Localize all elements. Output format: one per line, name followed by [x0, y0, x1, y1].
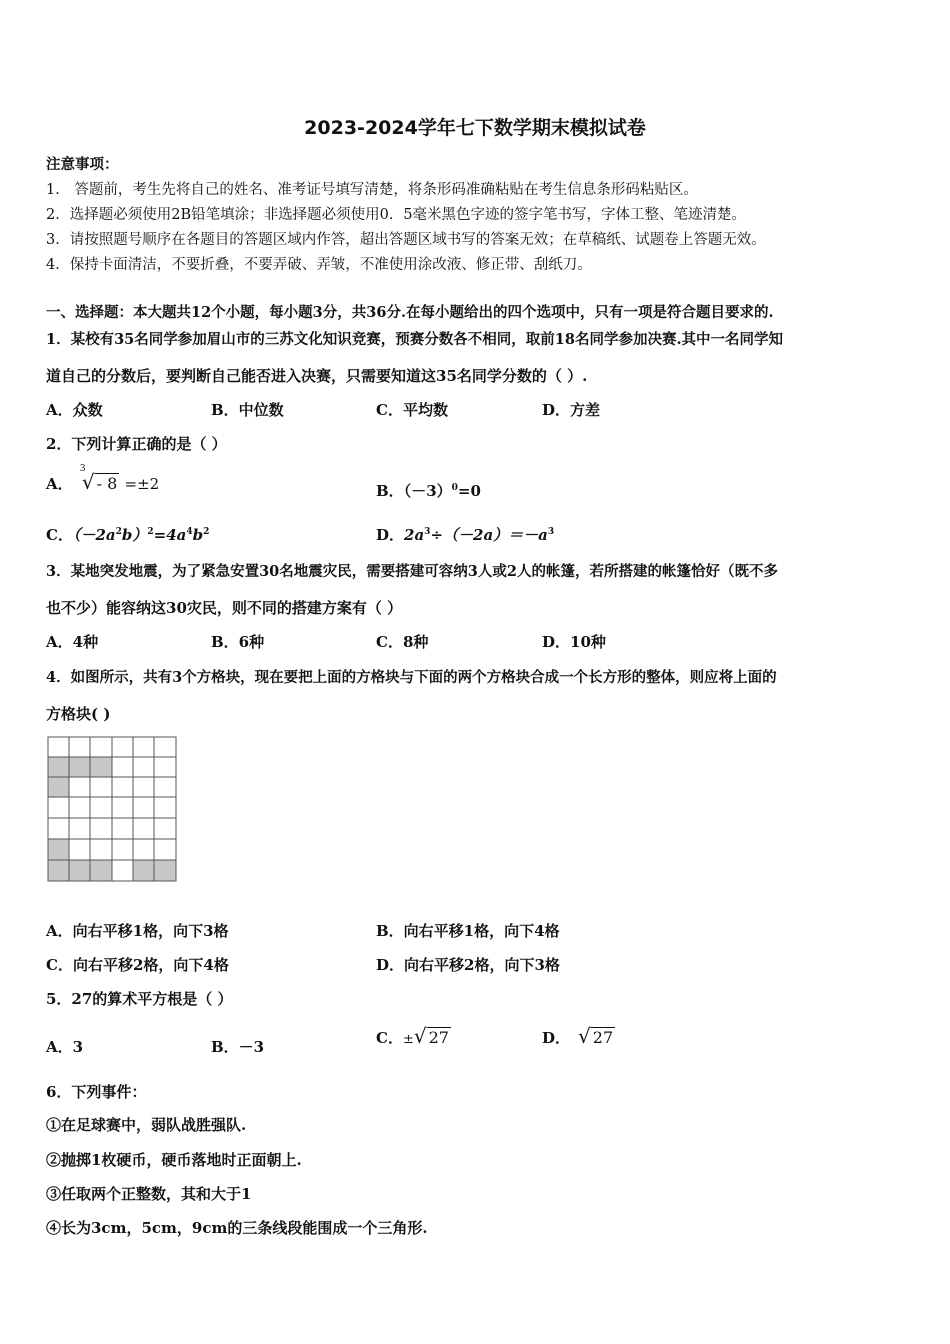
option-label: C．	[376, 1029, 403, 1047]
question-6-stem: 6．下列事件：	[46, 1083, 147, 1101]
exponent: 2	[203, 527, 210, 537]
question-3-line-1: 3．某地突发地震，为了紧急安置30名地震灾民，需要搭建可容纳3人或2人的帐篷，若所搭建的帐篷恰好（既不多	[46, 563, 778, 580]
square-root: √ 27	[578, 1024, 614, 1048]
question-1-line-2: 道自己的分数后，要判断自己能否进入决赛，只需要知道这35名同学分数的（ ）.	[46, 367, 588, 385]
top-block-cell	[48, 757, 112, 777]
notice-item: 1． 答题前，考生先将自己的姓名、准考证号填写清楚，将条形码准确粘贴在考生信息条形码粘贴区。	[46, 182, 698, 198]
question-5-option-c[interactable]	[376, 1024, 451, 1048]
question-2-option-c[interactable]	[46, 524, 209, 545]
option-label: B．	[376, 482, 404, 500]
cube-root: 3 √ - 8	[79, 464, 118, 494]
exponent: 2	[115, 527, 122, 537]
question-3-line-2: 也不少）能容纳这30灾民，则不同的搭建方案有（ ）	[46, 599, 403, 617]
section-heading: 一、选择题：本大题共12个小题，每小题3分，共36分.在每小题给出的四个选项中，只有一项是符合题目要求的.	[46, 304, 774, 321]
question-3-option-c[interactable]: C．8种	[376, 633, 429, 651]
radicand: 27	[592, 1028, 614, 1047]
question-4-line-1: 4．如图所示，共有3个方格块，现在要把上面的方格块与下面的两个方格块合成一个长方形的整体，则应将上面的	[46, 669, 777, 686]
exponent: 3	[547, 527, 555, 537]
expr-part: =4a	[153, 526, 187, 544]
expr-part: b）	[121, 526, 148, 544]
option-label: A．	[46, 475, 73, 493]
question-1-option-c[interactable]: C．平均数	[376, 401, 448, 419]
page-title: 2023-2024学年七下数学期末模拟试卷	[304, 117, 646, 139]
question-2-option-d[interactable]	[376, 524, 554, 545]
option-label: C．	[46, 526, 73, 544]
expr-part: 2a	[404, 526, 425, 544]
question-1-option-b[interactable]: B．中位数	[211, 401, 284, 419]
base: （－3）	[403, 482, 452, 500]
question-4-option-d[interactable]: D．向右平移2格，向下3格	[376, 956, 560, 974]
option-rest: =±2	[124, 475, 160, 493]
exponent: 0	[451, 483, 458, 493]
question-2-option-b[interactable]	[376, 480, 481, 501]
question-6-event: ②抛掷1枚硬币，硬币落地时正面朝上.	[46, 1151, 302, 1169]
option-rest: =0	[457, 482, 481, 500]
question-5-option-d[interactable]	[542, 1024, 615, 1048]
option-label: D．	[376, 526, 405, 544]
question-6-event: ③任取两个正整数，其和大于1	[46, 1185, 252, 1203]
square-root: √ 27	[413, 1024, 449, 1048]
top-block-cell	[48, 777, 69, 797]
notice-item: 2．选择题必须使用2B铅笔填涂；非选择题必须使用0．5毫米黑色字迹的签字笔书写，字体工整、笔迹清楚。	[46, 207, 747, 223]
option-label: D．	[542, 1029, 571, 1047]
question-4-option-b[interactable]: B．向右平移1格，向下4格	[376, 922, 560, 940]
question-3-option-a[interactable]: A．4种	[46, 633, 99, 651]
notice-item: 4．保持卡面清洁，不要折叠，不要弄破、弄皱，不准使用涂改液、修正带、刮纸刀。	[46, 257, 592, 273]
root-index: 3	[79, 464, 86, 474]
question-3-option-d[interactable]: D．10种	[542, 633, 606, 651]
question-5-option-a[interactable]: A．3	[46, 1038, 84, 1056]
question-2-option-a[interactable]	[46, 464, 160, 494]
question-1-option-a[interactable]: A．众数	[46, 401, 103, 419]
grid-figure	[47, 736, 177, 882]
expr-part: b	[192, 526, 204, 544]
radicand: - 8	[96, 474, 118, 493]
question-4-line-2: 方格块( )	[46, 705, 111, 723]
notice-item: 3．请按照题号顺序在各题目的答题区域内作答，超出答题区域书写的答案无效；在草稿纸、试题卷上答题无效。	[46, 232, 766, 248]
question-6-event: ①在足球赛中，弱队战胜强队.	[46, 1116, 247, 1134]
expr-part: （－2a	[72, 526, 116, 544]
question-1-option-d[interactable]: D．方差	[542, 401, 601, 419]
question-5-stem: 5．27的算术平方根是（ ）	[46, 990, 233, 1008]
exponent: 2	[147, 527, 154, 537]
exponent: 4	[186, 527, 193, 537]
question-3-option-b[interactable]: B．6种	[211, 633, 265, 651]
question-6-event: ④长为3cm，5cm，9cm的三条线段能围成一个三角形.	[46, 1219, 428, 1237]
plus-minus: ±	[402, 1032, 414, 1047]
question-5-option-b[interactable]: B．－3	[211, 1038, 265, 1056]
notice-heading: 注意事项：	[46, 156, 119, 173]
radicand: 27	[428, 1028, 449, 1047]
question-4-option-a[interactable]: A．向右平移1格，向下3格	[46, 922, 229, 940]
exponent: 3	[424, 527, 431, 537]
question-2-stem: 2．下列计算正确的是（ ）	[46, 435, 227, 453]
expr-part: ÷（－2a）＝－a	[430, 526, 548, 544]
question-1-line-1: 1．某校有35名同学参加眉山市的三苏文化知识竞赛，预赛分数各不相同，取前18名同学参加决赛.其中一名同学知	[46, 331, 783, 348]
question-4-option-c[interactable]: C．向右平移2格，向下4格	[46, 956, 229, 974]
